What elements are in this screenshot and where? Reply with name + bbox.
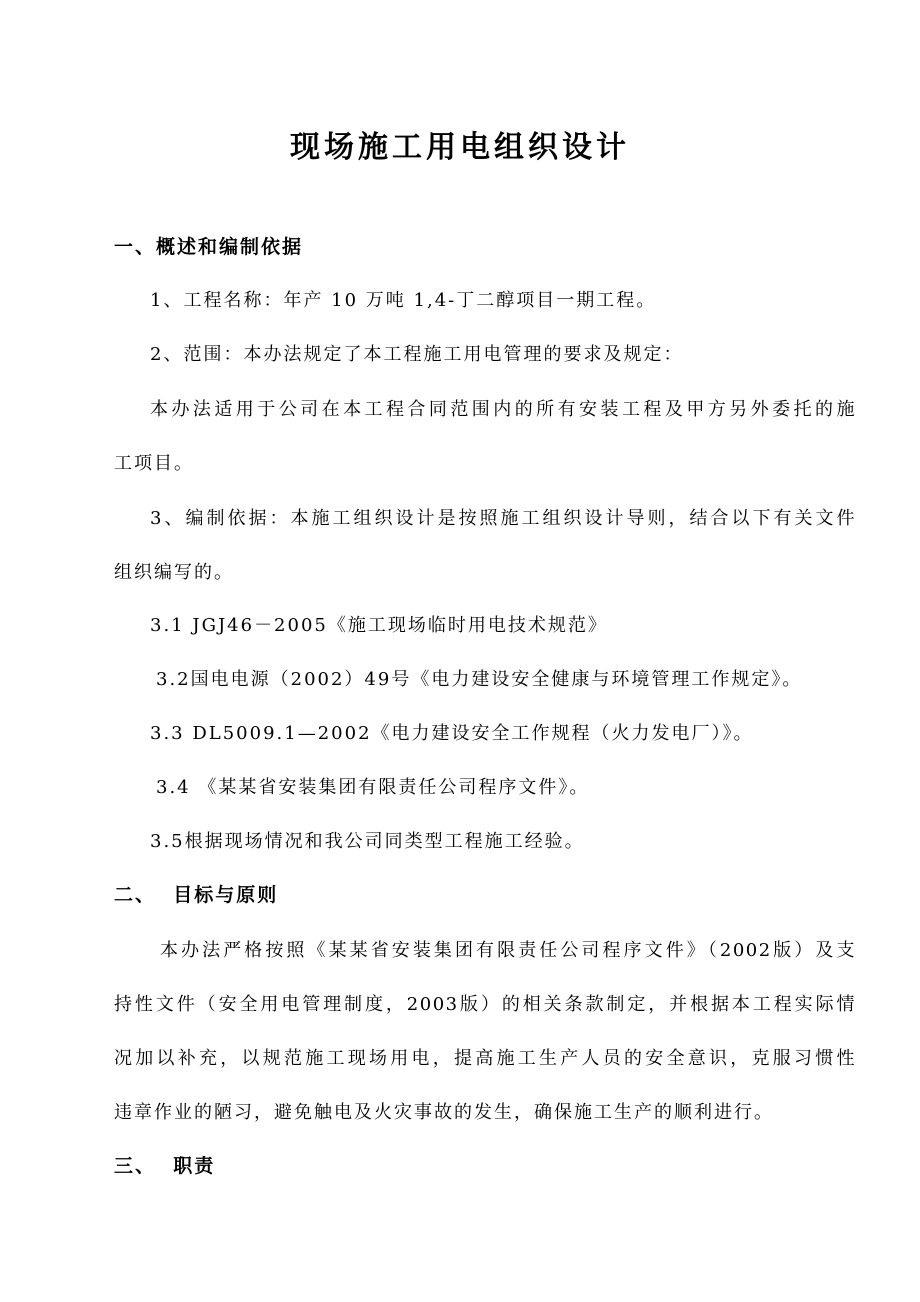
reference-3-4: 3.4 《某某省安装集团有限责任公司程序文件》。 xyxy=(156,777,590,798)
section-heading-overview: 一、概述和编制依据 xyxy=(114,236,304,258)
project-name-line: 1、工程名称：年产 10 万吨 1,4-丁二醇项目一期工程。 xyxy=(150,290,657,311)
goals-paragraph-line-3: 况加以补充，以规范施工现场用电，提高施工生产人员的安全意识，克服习惯性 xyxy=(114,1048,856,1069)
section-heading-responsibilities: 三、 职责 xyxy=(114,1155,216,1177)
reference-3-3: 3.3 DL5009.1—2002《电力建设安全工作规程（火力发电厂）》。 xyxy=(150,723,754,744)
goals-paragraph-line-2: 持性文件（安全用电管理制度，2003版）的相关条款制定，并根据本工程实际情 xyxy=(114,994,856,1015)
basis-line-2: 组织编写的。 xyxy=(114,562,234,583)
document-title: 现场施工用电组织设计 xyxy=(290,130,630,165)
reference-3-2: 3.2国电电源（2002）49号《电力建设安全健康与环境管理工作规定》。 xyxy=(156,669,803,690)
scope-line: 2、范围：本办法规定了本工程施工用电管理的要求及规定： xyxy=(150,344,684,365)
section-heading-goals: 二、 目标与原则 xyxy=(114,884,279,906)
reference-3-1: 3.1 JGJ46－2005《施工现场临时用电技术规范》 xyxy=(150,615,608,636)
basis-line-1: 3、编制依据：本施工组织设计是按照施工组织设计导则，结合以下有关文件 xyxy=(150,508,856,529)
goals-paragraph-line-4: 违章作业的陋习，避免触电及火灾事故的发生，确保施工生产的顺利进行。 xyxy=(114,1102,774,1123)
reference-3-5: 3.5根据现场情况和我公司同类型工程施工经验。 xyxy=(150,831,585,852)
scope-description-line-2: 工项目。 xyxy=(114,453,194,474)
goals-paragraph-line-1: 本办法严格按照《某某省安装集团有限责任公司程序文件》（2002版）及支 xyxy=(160,940,856,961)
scope-description-line-1: 本办法适用于公司在本工程合同范围内的所有安装工程及甲方另外委托的施 xyxy=(150,399,856,420)
